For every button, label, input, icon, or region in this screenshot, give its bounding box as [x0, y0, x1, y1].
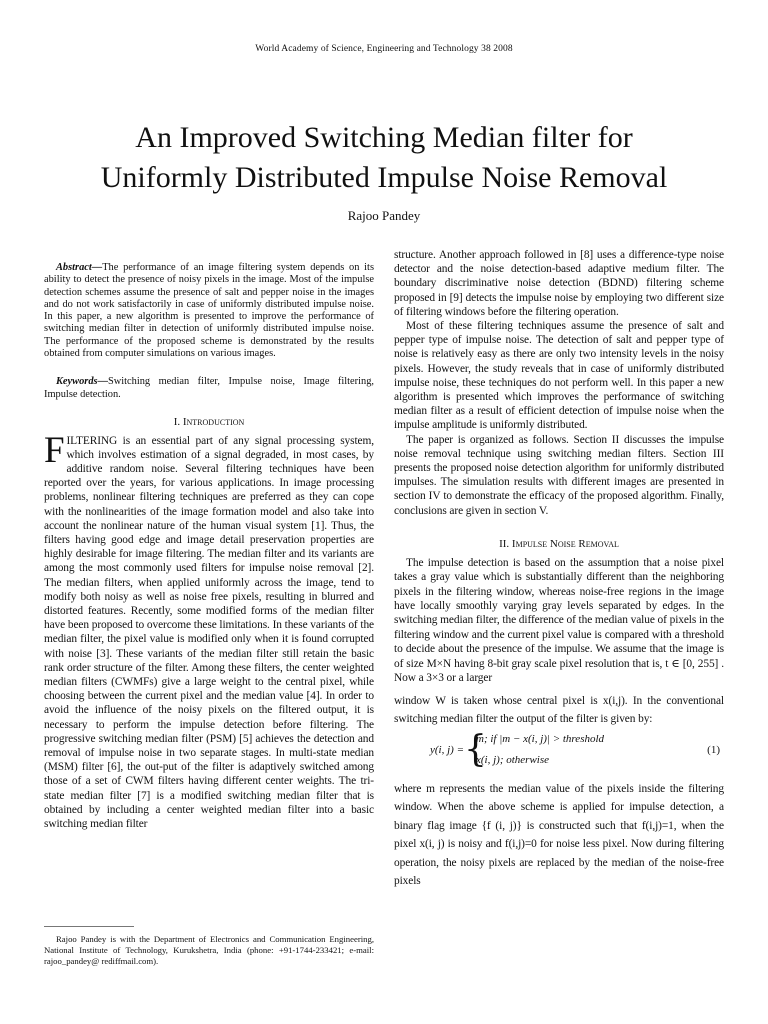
equation-case-2: x(i, j); otherwise [476, 753, 550, 766]
title-line-2: Uniformly Distributed Impulse Noise Removal [100, 161, 668, 194]
right-column [394, 248, 724, 891]
drop-cap: F [44, 429, 65, 471]
paragraph-flag-image: where m represents the median value of the pixels inside the filtering window. When the above scheme is applied for impulse detection, a binary flag image {f (i, j)} is constructed such that f(i,j)=1, when the pixel x(i, j) is noisy and f(i,j)=0 for noise less pixel. Now during filtering operation, the noisy pixels are replaced by the median of the noise-free pixels [394, 782, 724, 888]
paragraph-salt-pepper: Most of these filtering techniques assume the presence of salt and pepper type of impulse noise. The detection of salt and pepper type of noise is relatively easy as there are only two intensity levels in the noisy pixels. However, the study reveals that in case of uniformly distributed impulse noise, these techniques do not perform well. In this paper a new algorithm is presented which improves the performance of switching median filter as a result of efficient detection of impulse noise when the impulse amplitude is uniformly distributed. [394, 320, 724, 432]
equation-lhs: y(i, j) = [430, 743, 464, 756]
left-column [44, 248, 374, 831]
section-2-number: II. [499, 537, 512, 550]
section-1-heading [44, 416, 374, 428]
keywords-label: Keywords [56, 376, 98, 388]
abstract [44, 262, 374, 360]
paragraph-impulse-detection: The impulse detection is based on the assumption that a noise pixel takes a gray value which is substantially different than the neighboring pixels in the filtering window, whereas noise-free regions in the image have locally smoothly varying gray levels separated by edges. In the switching median filter, the difference of the median value of pixels in the filtering window and the current pixel value is compared with a threshold to decide about the presence of the impulse. We assume that the image is of size M×N having 8-bit gray scale pixel resolution that is, t ∈ [0, 255] . Now a 3×3 or a larger [394, 556, 724, 685]
intro-text: ILTERING is an essential part of any signal processing system, which involves estimation of a signal degraded, in most cases, by additive random noise. Several filtering techniques have been reported over the years, for various applications. In image processing problems, nonlinear filtering techniques are preferred as they can cope with the nonlinearities of the image formation model and also take into account the nonlinear nature of the human visual system [1]. Thus, the filters having good edge and image detail preservation properties are highly desirable for image filtering. The median filter and its variants are among the most commonly used filters for impulse noise removal [2]. The median filters, when applied uniformly across the image, tend to modify both noisy as well as noise free pixels, resulting in blurred and distorted features. Recently, some modified forms of the median filter have been proposed to overcome these limitations. In these variants of the median filter, the pixel value is modified only when it is found corrupted with noise [3]. These variants of the median filter still retain the basic rank order structure of the filter. Among these filters, the center weighted median filters (CWMFs) give a large weight to the central pixel, while choosing between the current pixel and the median value [4]. In order to avoid the influence of the noisy pixels on the filtered output, it is necessary to perform the impulse detection before filtering. The progressive switching median filter (PSM) [5] achieves the detection and removal of impulse noise in two separate stages. In multi-state median (MSM) filter [6], the out-put of the filter is adaptively switched among those of a set of CWM filters having different center weights. The tri-state median filter [7] is a modified switching median filter that is obtained by including a center weighted median filter into a basic switching median filter [44, 434, 374, 831]
paragraph-window: window W is taken whose central pixel is x(i,j). In the conventional switching median filter the output of the filter is given by: [394, 694, 724, 725]
abstract-dash: — [91, 262, 103, 273]
equation-number: (1) [707, 743, 720, 756]
keywords-text: Switching median filter, Impulse noise, Image filtering, Impulse detection. [44, 376, 374, 400]
running-header: World Academy of Science, Engineering and Technology 38 2008 [255, 44, 513, 54]
section-2-heading [394, 538, 724, 550]
paragraph-structure: structure. Another approach followed in [8] uses a difference-type noise detector and the noise detection-based adaptive medium filter. The boundary discriminative noise detection (BDND) filtering scheme proposed in [9] detects the impulse noise by employing two different size of filtering windows before the filtering operation. [394, 249, 724, 318]
author-footnote: Rajoo Pandey is with the Department of Electronics and Communication Engineering, National Institute of Technology, Kurukshetra, India (phone: +91-1744-233421; e-mail: rajoo_pandey@ rediffmail.com). [44, 934, 374, 966]
author-name: Rajoo Pandey [347, 208, 421, 223]
paragraph-organization: The paper is organized as follows. Section II discusses the impulse noise removal technique using switching median filters. Section III presents the proposed noise detection algorithm for uniformly distributed impulses. The simulation results with different images are presented in section IV to demonstrate the efficacy of the proposed algorithm. Finally, conclusions are given in section V. [394, 433, 724, 517]
section-2-title: Impulse Noise Removal [511, 537, 619, 550]
abstract-text: The performance of an image filtering system depends on its ability to detect the presence of noisy pixels in the image. Most of the impulse detection schemes assume the presence of salt and pepper noise in the images and do not work satisfactorily in case of uniformly distributed impulse noise. In this paper, a new algorithm is presented to improve the performance of switching median filter in detection of uniformly distributed impulse noise. The performance of the proposed scheme is demonstrated by the results obtained from computer simulations on various images. [44, 262, 374, 360]
footnote-rule [44, 926, 134, 927]
section-1-number: I. [173, 415, 183, 428]
abstract-label: Abstract [56, 262, 92, 273]
section-1-title: Introduction [182, 415, 245, 428]
keywords-dash: — [97, 376, 108, 388]
paper-title [40, 118, 728, 198]
title-line-1: An Improved Switching Median filter for [135, 121, 633, 154]
keywords [44, 376, 374, 401]
intro-paragraph [44, 429, 374, 832]
equation-case-1: m; if |m − x(i, j)| > threshold [476, 732, 605, 745]
equation-brace: { [464, 728, 487, 770]
equation-1 [394, 730, 724, 776]
